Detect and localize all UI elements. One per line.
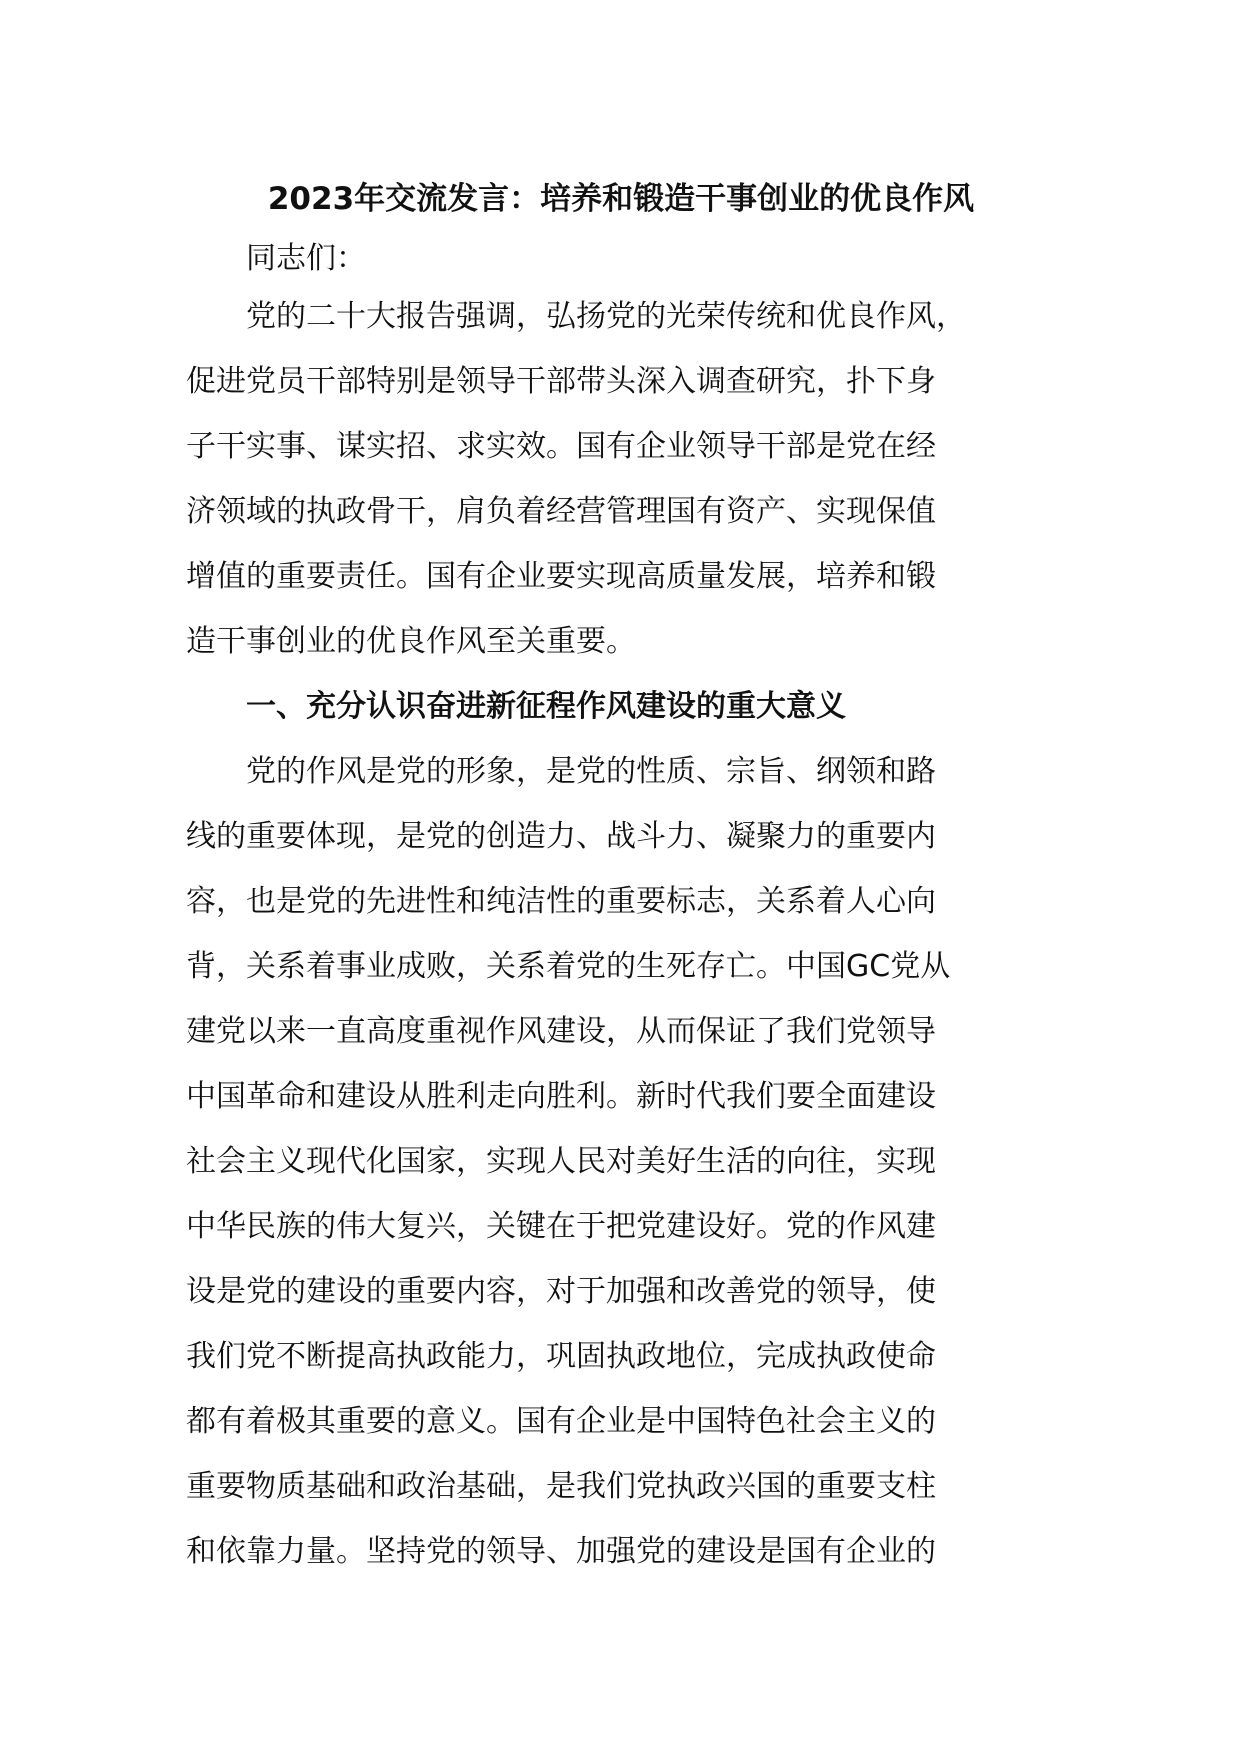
paragraph-line: 促进党员干部特别是领导干部带头深入调查研究，扑下身 [186,364,936,399]
intro-paragraph [186,284,1056,674]
paragraph-line: 增值的重要责任。国有企业要实现高质量发展，培养和锻 [186,559,936,594]
paragraph-line: 我们党不断提高执政能力，巩固执政地位，完成执政使命 [186,1339,936,1374]
paragraph-line: 济领域的执政骨干，肩负着经营管理国有资产、实现保值 [186,494,936,529]
document-page [186,176,1056,1584]
paragraph-line: 都有着极其重要的意义。国有企业是中国特色社会主义的 [186,1404,936,1439]
section-heading: 一、充分认识奋进新征程作风建设的重大意义 [246,689,846,724]
paragraph-line: 社会主义现代化国家，实现人民对美好生活的向往，实现 [186,1144,936,1179]
paragraph-line: 子干实事、谋实招、求实效。国有企业领导干部是党在经 [186,429,936,464]
paragraph-line: 中国革命和建设从胜利走向胜利。新时代我们要全面建设 [186,1079,936,1114]
paragraph-line: 重要物质基础和政治基础，是我们党执政兴国的重要支柱 [186,1469,936,1504]
paragraph-line: 党的二十大报告强调，弘扬党的光荣传统和优良作风， [246,299,966,334]
paragraph-line: 造干事创业的优良作风至关重要。 [186,624,636,659]
paragraph-line: 中华民族的伟大复兴，关键在于把党建设好。党的作风建 [186,1209,936,1244]
paragraph-line: 容，也是党的先进性和纯洁性的重要标志，关系着人心向 [186,884,936,919]
paragraph-line: 线的重要体现，是党的创造力、战斗力、凝聚力的重要内 [186,819,936,854]
paragraph-line: 设是党的建设的重要内容，对于加强和改善党的领导，使 [186,1274,936,1309]
salutation: 同志们： [246,241,366,276]
paragraph-line: 和依靠力量。坚持党的领导、加强党的建设是国有企业的 [186,1534,936,1569]
section1-paragraph [186,739,1056,1584]
document-title: 2023年交流发言：培养和锻造干事创业的优良作风 [267,181,975,217]
paragraph-line: 党的作风是党的形象，是党的性质、宗旨、纲领和路 [246,754,936,789]
paragraph-line: 建党以来一直高度重视作风建设，从而保证了我们党领导 [186,1014,936,1049]
paragraph-line: 背，关系着事业成败，关系着党的生死存亡。中国GC党从 [186,949,951,984]
